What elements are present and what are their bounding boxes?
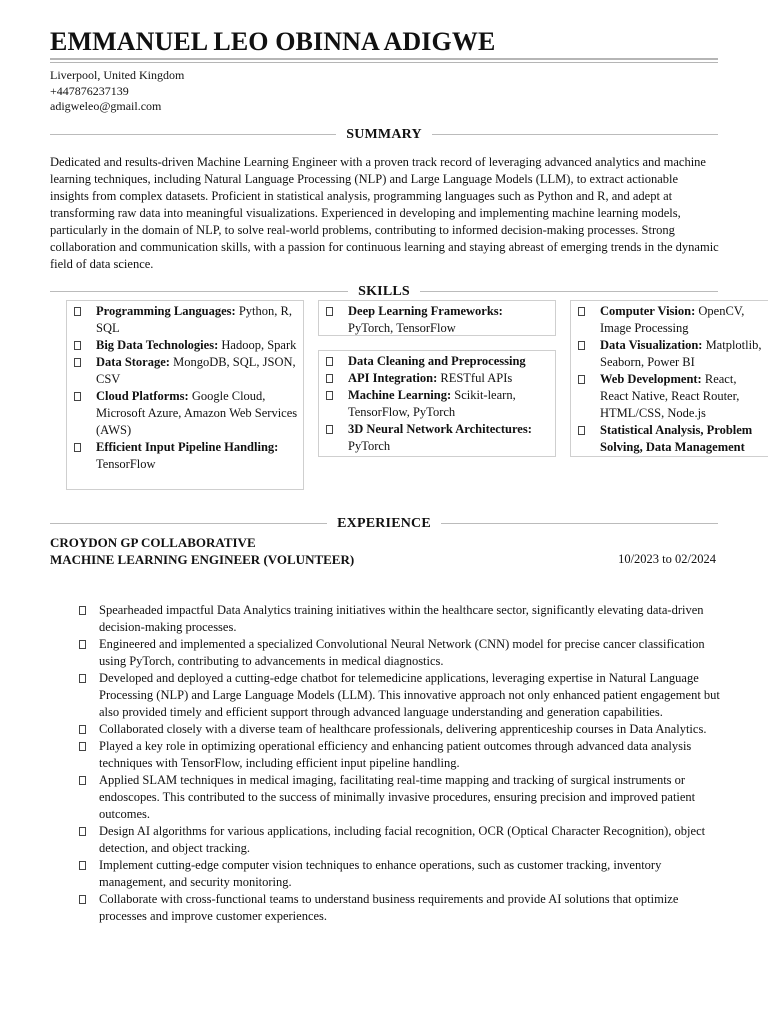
checkbox-icon xyxy=(74,341,81,350)
list-item xyxy=(50,772,720,823)
skill-value: RESTful APIs xyxy=(437,371,513,385)
skill-label: Data Storage: xyxy=(96,355,170,369)
skill-value: MongoDB, SQL, JSON, CSV xyxy=(96,355,296,386)
checkbox-icon xyxy=(326,374,333,383)
checkbox-icon xyxy=(79,776,86,785)
contact-block xyxy=(50,68,184,115)
skills-heading: SKILLS xyxy=(358,283,410,299)
skill-value: Matplotlib, Seaborn, Power BI xyxy=(600,338,762,369)
checkbox-icon xyxy=(578,426,585,435)
job-dates: 10/2023 to 02/2024 xyxy=(618,552,716,566)
checkbox-icon xyxy=(74,392,81,401)
skill-item xyxy=(575,303,764,337)
skill-label: Machine Learning: xyxy=(348,388,452,402)
divider-line xyxy=(432,134,718,135)
skill-label: Statistical Analysis, Problem Solving, Data Management xyxy=(600,423,753,454)
bullet-text: Developed and deployed a cutting-edge chatbot for telemedicine applications, leveraging expertise in Natural Language Processing (NLP) and Large Language Models (LLM). This innovative approach not only enhanced patient engagement but also provided timely and efficient support through advanced language understanding and generation capabilities. xyxy=(99,671,720,719)
experience-heading-row xyxy=(50,514,718,532)
skill-item xyxy=(323,370,551,387)
skill-label: Deep Learning Frameworks: xyxy=(348,304,503,318)
skill-label: Efficient Input Pipeline Handling: xyxy=(96,440,279,454)
checkbox-icon xyxy=(79,895,86,904)
skill-item xyxy=(71,388,299,439)
list-item xyxy=(50,670,720,721)
list-item xyxy=(50,891,720,925)
job-company: CROYDON GP COLLABORATIVE xyxy=(50,535,256,550)
checkbox-icon xyxy=(578,375,585,384)
list-item xyxy=(50,602,720,636)
bullet-text: Collaborate with cross-functional teams to understand business requirements and provide AI solutions that optimize processes and improve customer experiences. xyxy=(99,892,679,923)
skills-column-1 xyxy=(66,300,304,490)
contact-location: Liverpool, United Kingdom xyxy=(50,68,185,82)
bullet-text: Implement cutting-edge computer vision techniques to enhance operations, such as customer tracking, inventory management, and security monitoring. xyxy=(99,858,662,889)
skill-value: Google Cloud, Microsoft Azure, Amazon Web Services (AWS) xyxy=(96,389,298,437)
skill-item xyxy=(575,371,764,422)
skill-item xyxy=(323,303,551,336)
name-divider-bottom xyxy=(50,62,718,63)
checkbox-icon xyxy=(326,357,333,366)
skill-label: Computer Vision: xyxy=(600,304,696,318)
checkbox-icon xyxy=(326,425,333,434)
skills-column-2b xyxy=(318,350,556,457)
list-item xyxy=(50,857,720,891)
skills-heading-row xyxy=(50,282,718,300)
skill-item xyxy=(323,353,551,370)
skill-value: Scikit-learn, TensorFlow, PyTorch xyxy=(348,388,516,419)
skill-value: Python, R, SQL xyxy=(96,304,292,335)
contact-phone: +447876237139 xyxy=(50,83,129,98)
checkbox-icon xyxy=(326,391,333,400)
list-item xyxy=(50,721,720,738)
skill-item xyxy=(71,337,299,354)
skill-item xyxy=(71,303,299,337)
divider-line xyxy=(50,523,327,524)
list-item xyxy=(50,636,720,670)
checkbox-icon xyxy=(79,606,86,615)
skill-value: Hadoop, Spark xyxy=(218,338,297,352)
skill-item xyxy=(575,337,764,371)
skill-item xyxy=(71,354,299,388)
checkbox-icon xyxy=(578,307,585,316)
checkbox-icon xyxy=(79,827,86,836)
checkbox-icon xyxy=(578,341,585,350)
skill-value: React, React Native, React Router, HTML/CSS, Node.js xyxy=(600,372,740,420)
checkbox-icon xyxy=(79,674,86,683)
checkbox-icon xyxy=(79,861,86,870)
list-item xyxy=(50,823,720,857)
skill-value: PyTorch, TensorFlow xyxy=(348,321,456,335)
summary-heading: SUMMARY xyxy=(346,126,422,142)
divider-line xyxy=(50,134,336,135)
bullet-text: Engineered and implemented a specialized Convolutional Neural Network (CNN) model for precise cancer classification using PyTorch, contributing to advancements in medical diagnostics. xyxy=(99,637,705,668)
divider-line xyxy=(441,523,718,524)
skill-label: Big Data Technologies: xyxy=(96,338,219,352)
checkbox-icon xyxy=(79,742,86,751)
checkbox-icon xyxy=(79,640,86,649)
divider-line xyxy=(50,291,348,292)
divider-line xyxy=(420,291,718,292)
skill-label: Programming Languages: xyxy=(96,304,236,318)
checkbox-icon xyxy=(79,725,86,734)
list-item xyxy=(50,738,720,772)
contact-email: adigweleo@gmail.com xyxy=(50,99,162,113)
skill-value: PyTorch xyxy=(348,439,391,453)
skill-label: Data Cleaning and Preprocessing xyxy=(348,354,526,368)
skill-label: 3D Neural Network Architectures: xyxy=(348,422,532,436)
skill-value: OpenCV, Image Processing xyxy=(600,304,745,335)
skill-label: Data Visualization: xyxy=(600,338,703,352)
skill-item xyxy=(323,387,551,421)
bullet-text: Spearheaded impactful Data Analytics training initiatives within the healthcare sector, significantly elevating data-driven decision-making processes. xyxy=(99,603,704,634)
checkbox-icon xyxy=(326,307,333,316)
summary-heading-row xyxy=(50,125,718,143)
skill-value: TensorFlow xyxy=(96,457,156,471)
experience-bullets xyxy=(50,602,720,925)
skill-label: API Integration: xyxy=(348,371,438,385)
skill-label: Web Development: xyxy=(600,372,702,386)
checkbox-icon xyxy=(74,358,81,367)
job-title: MACHINE LEARNING ENGINEER (VOLUNTEER) xyxy=(50,552,355,567)
experience-heading: EXPERIENCE xyxy=(337,515,431,531)
checkbox-icon xyxy=(74,307,81,316)
bullet-text: Played a key role in optimizing operational efficiency and enhancing patient outcomes through advanced data analysis techniques with TensorFlow, including efficient input pipeline handling. xyxy=(99,739,692,770)
summary-text: Dedicated and results-driven Machine Learning Engineer with a proven track record of leveraging advanced analytics and machine learning techniques, including Natural Language Processing (NLP) and Large Language Models (LLM), to extract actionable insights from complex datasets. Proficient in statistical analysis, programming languages such as Python and R, and adept at transforming raw data into meaningful visualizations. Experienced in developing and implementing machine learning models, particularly in the domain of NLP, to solve real-world problems, contributing to informed decision-making processes. Strong collaboration and communication skills, with a passion for continuous learning and staying abreast of emerging trends in the dynamic field of data science. xyxy=(50,155,719,271)
name-divider-top xyxy=(50,58,718,60)
candidate-name: EMMANUEL LEO OBINNA ADIGWE xyxy=(50,27,496,56)
bullet-text: Applied SLAM techniques in medical imaging, facilitating real-time mapping and tracking of surgical instruments or endoscopes. This contributed to the success of minimally invasive procedures, ensuring precision and improved patient outcomes. xyxy=(99,773,696,821)
bullet-text: Collaborated closely with a diverse team of healthcare professionals, delivering apprenticeship courses in Data Analytics. xyxy=(99,722,707,736)
checkbox-icon xyxy=(74,443,81,452)
skill-item xyxy=(71,439,299,473)
skills-column-2a xyxy=(318,300,556,336)
skill-item xyxy=(575,422,764,456)
skills-column-3 xyxy=(570,300,768,457)
skill-item xyxy=(323,421,551,455)
skill-label: Cloud Platforms: xyxy=(96,389,189,403)
bullet-text: Design AI algorithms for various applications, including facial recognition, OCR (Optical Character Recognition), object detection, and object tracking. xyxy=(99,824,706,855)
